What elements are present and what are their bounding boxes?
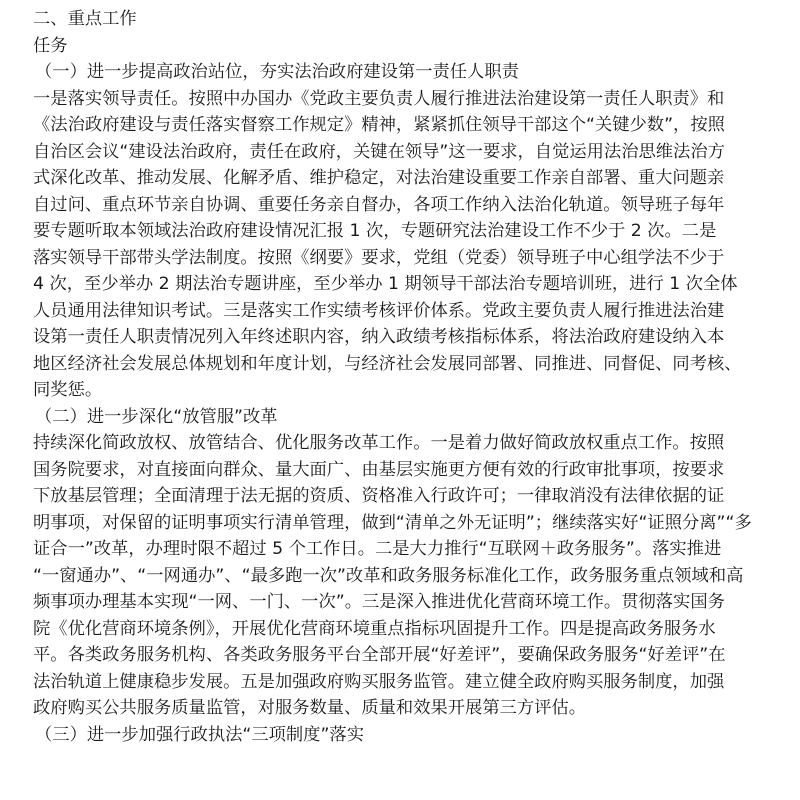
paragraph-line: 自治区会议“建设法治政府，责任在政府，关键在领导”这一要求，自觉运用法治思维法治方 xyxy=(33,141,725,162)
paragraph-line: 地区经济社会发展总体规划和年度计划，与经济社会发展同部署、同推进、同督促、同考核、 xyxy=(33,353,742,374)
paragraph-line: 政府购买公共服务质量监管，对服务数量、质量和效果开展第三方评估。 xyxy=(33,698,587,718)
paragraph-line: 设第一责任人职责情况列入年终述职内容，纳入政绩考核指标体系，将法治政府建设纳入本 xyxy=(33,327,725,347)
paragraph-line: 要专题听取本领域法治政府建设情况汇报 1 次，专题研究法治建设工作不少于 2 次。二是 xyxy=(33,221,717,241)
paragraph-line: 一是落实领导责任。按照中办国办《党政主要负责人履行推进法治建设第一责任人职责》和 xyxy=(33,88,725,109)
paragraph-line: 自过问、重点环节亲自协调、重要任务亲自督办，各项工作纳入法治化轨道。领导班子每年 xyxy=(33,194,725,215)
subheading-task: 任务 xyxy=(33,35,68,56)
paragraph-line: 人员通用法律知识考试。三是落实工作实绩考核评价体系。党政主要负责人履行推进法治建 xyxy=(33,300,725,321)
paragraph-line: 4 次，至少举办 2 期法治专题讲座，至少举办 1 期领导干部法治专题培训班，进行 1 次全体 xyxy=(33,274,738,294)
paragraph-line: 频事项办理基本实现“一网、一门、一次”。三是深入推进优化营商环境工作。贯彻落实国务 xyxy=(33,592,725,612)
subsection-heading-3: （三）进一步加强行政执法“三项制度”落实 xyxy=(35,724,364,745)
section-heading: 二、重点工作 xyxy=(33,9,137,29)
paragraph-line: 证合一”改革，办理时限不超过 5 个工作日。二是大力推行“互联网＋政务服务”。落实推进 xyxy=(33,539,722,559)
paragraph-line: 下放基层管理；全面清理于法无据的资质、资格准入行政许可；一律取消没有法律依据的证 xyxy=(33,486,725,506)
paragraph-line: “一窗通办”、“一网通办”、“最多跑一次”改革和政务服务标准化工作，政务服务重点领域和高 xyxy=(33,565,744,586)
paragraph-line: 持续深化简政放权、放管结合、优化服务改革工作。一是着力做好简政放权重点工作。按照 xyxy=(33,433,725,453)
subsection-heading-2: （二）进一步深化“放管服”改革 xyxy=(35,406,278,427)
paragraph-line: 式深化改革、推动发展、化解矛盾、维护稳定，对法治建设重要工作亲自部署、重大问题亲 xyxy=(33,168,725,188)
paragraph-line: 同奖惩。 xyxy=(33,380,103,400)
paragraph-line: 《法治政府建设与责任落实督察工作规定》精神，紧紧抓住领导干部这个“关键少数”，按照 xyxy=(33,115,725,135)
paragraph-line: 院《优化营商环境条例》，开展优化营商环境重点指标巩固提升工作。四是提高政务服务水 xyxy=(33,618,716,639)
subsection-heading-1: （一）进一步提高政治站位，夯实法治政府建设第一责任人职责 xyxy=(35,62,519,82)
paragraph-line: 落实领导干部带头学法制度。按照《纲要》要求，党组（党委）领导班子中心组学法不少于 xyxy=(33,247,725,268)
paragraph-line: 法治轨道上健康稳步发展。五是加强政府购买服务监管。建立健全政府购买服务制度，加强 xyxy=(33,671,725,692)
paragraph-line: 国务院要求，对直接面向群众、量大面广、由基层实施更方便有效的行政审批事项，按要求 xyxy=(33,459,725,480)
paragraph-line: 明事项，对保留的证明事项实行清单管理，做到“清单之外无证明”；继续落实好“证照分离”“多 xyxy=(33,512,752,533)
paragraph-line: 平。各类政务服务机构、各类政务服务平台全部开展“好差评”，要确保政务服务“好差评”在 xyxy=(33,645,726,665)
